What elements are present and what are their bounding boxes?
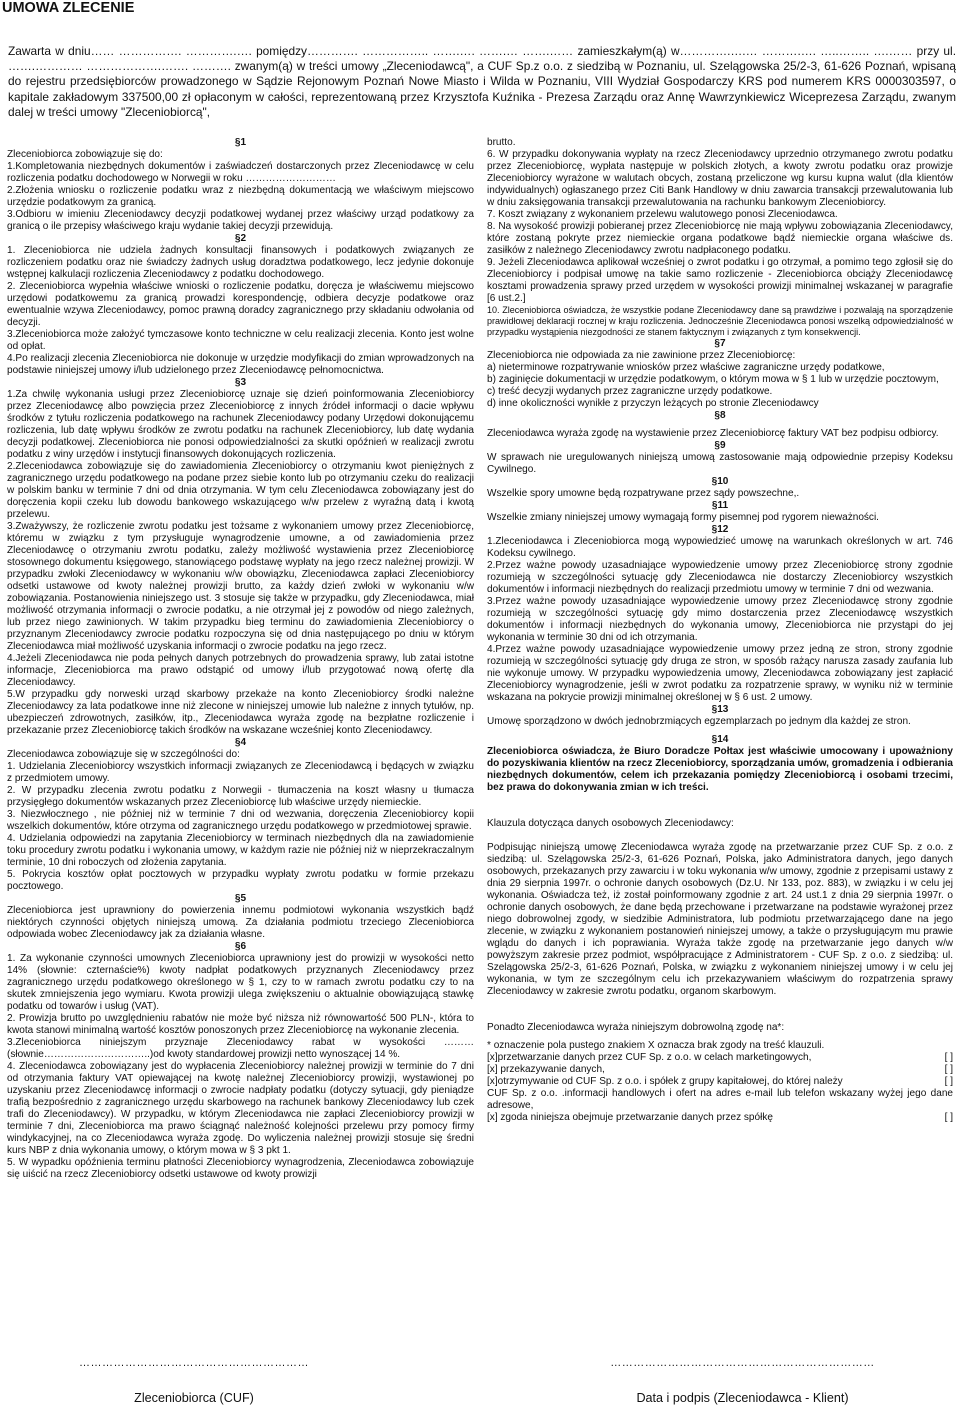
document-title: UMOWA ZLECENIE [2,0,135,16]
consent-text: [x]otrzymywanie od CUF Sp. z o.o. i spółek z grupy kapitałowej, do której należy [487,1076,843,1087]
clause-paragraph: 1. Zleceniobiorca nie udziela żadnych konsultacji finansowych i podatkowych związanych ze rozliczeniem podatku oraz nie świadczy żadnych usług doradztwa podatkowego, lecz jedynie dokonuje wstępnej kalkulacji rozliczenia Zleceniodawcy z podatku dochodowego. [7,245,474,280]
clause-paragraph: Zleceniobiorca jest uprawniony do powierzenia innemu podmiotowi wykonania wszystkich bądź niektórych czynności objętych niniejszą umową. Za działania podmiotu trzeciego Zleceniobiorca odpowiada wobec Zleceniodawcy jak za działania własne. [7,905,474,940]
clause-paragraph: 3.Zleceniobiorca może założyć tymczasowe konto techniczne w celu realizacji zlecenia. Konto jest wolne od opłat. [7,329,474,352]
spacer [487,794,953,806]
consent-row [487,1052,953,1064]
signature-label: Zleceniobiorca (CUF) [134,1391,254,1405]
clause-paragraph: Zleceniobiorca nie odpowiada za nie zawinione przez Zleceniobiorcę: [487,350,796,361]
clause-paragraph: 6. W przypadku dokonywania wypłaty na rzecz Zleceniodawcy uprzednio otrzymanego zwrotu podatku przez Zleceniobiorcę, wypłata następuje w polskich złotych, a kwoty zwrotu podatku oraz prowizje Zleceniobiorcy wyrażone w walutach obcych, zostaną przeliczone wg kursu kupna walut (dla klientów indywidualnych) ogłaszanego przez Citi Bank Handlowy w dniu zawarcia transakcji przewalutowania lub w dniu zaksięgowania transakcji przewalutowania na rachunku bankowym Zleceniobiorcy. [487,149,953,208]
clause-paragraph: Ponadto Zleceniodawca wyraża niniejszym dobrowolną zgodę na*: [487,1022,785,1033]
clause-paragraph: Zleceniobiorca oświadcza, że Biuro Doradcze Połtax jest właściwie umocowany i upoważniony do pozyskiwania klientów na rzecz Zleceniobiorcy, sporządzania umów, gromadzenia i odbierania niezbędnych dokumentów, celem ich przekazania pomiędzy Zleceniobiorcą i osobami trzecimi, bez prawa do dokonywania zmian w ich treści. [487,746,953,793]
consent-checkbox[interactable]: [ ] [944,1076,953,1087]
clause-paragraph: 2.Zleceniodawca zobowiązuje się do zawiadomienia Zleceniobiorcy o otrzymaniu kwot pieniężnych z zagranicznego urzędu podatkowego na podane przez siebie konto lub po otrzymaniu czeku do realizacji w polskim banku w terminie 7 dni od dnia otrzymania. W tym celu Zleceniodawca zobowiązany jest do doręczenia kopii czeku lub dowodu bankowego wskazującego w/w przelew z wyraźną datą i kwotą przelewu. [7,461,474,520]
clause-paragraph: Zleceniodawca wyraża zgodę na wystawienie przez Zleceniobiorcę faktury VAT bez podpisu odbiorcy. [487,428,939,439]
consent-text: [x] zgoda niniejsza obejmuje przetwarzanie danych przez spółkę [487,1112,773,1123]
signature-line: …………………………………………………………… [610,1357,875,1369]
section-number: §3 [234,377,247,388]
consent-checkbox[interactable]: [ ] [944,1112,953,1123]
section-number: §11 [711,500,729,511]
clause-paragraph: 7. Koszt związany z wykonaniem przelewu walutowego ponosi Zleceniodawca. [487,209,838,220]
clause-paragraph: 8. Na wysokość prowizji pobieranej przez Zleceniobiorcę nie mają wpływu zobowiązania Zleceniodawcy, które zostaną pokryte przez niemieckie organa podatkowe bądź niemieckie organa właściwe ds. zasiłków z należnego Zleceniodawcy zwrotu nadpłaconego podatku. [487,221,953,256]
clause-paragraph: 2.Przez ważne powody uzasadniające wypowiedzenie umowy przez Zleceniobiorcę strony zgodnie rozumieją w szczególności sytuację gdy Zleceniodawca nie dostarczy Zleceniobiorcy wszystkich dokumentów i informacji niezbędnych do realizacji przedmiotu umowy w terminie 7 dni od wezwania. [487,560,953,595]
section-number: §9 [714,440,726,451]
clause-paragraph: 4.Przez ważne powody uzasadniające wypowiedzenie umowy przez jedną ze stron, strony zgodnie rozumieją w szczególności sytuację gdy druga ze stron, w sposób rażący narusza zasady zaufania lub nie wykonuje umowy. W przypadku wypowiedzenia umowy, Zleceniodawca zobowiązany jest zapłacić Zleceniobiorcy wynagrodzenie, jeśli w zwrot podatku za rozpatrzenie sprawy, w wyniku niż w terminie wskazana na pokrycie prowizji minimalnej określonej w § 6 ust. 2 umowy. [487,644,953,703]
clause-paragraph: 2. Prowizja brutto po uwzględnieniu rabatów nie może być niższa niż równowartość 500 PLN-, która to kwota stanowi minimalną wartość kosztów ponoszonych przez Zleceniobiorcę na wykonanie zlecenia. [7,1013,474,1036]
consent-text: [x] przekazywanie danych, [487,1064,605,1075]
consent-checkbox[interactable]: [ ] [944,1064,953,1075]
consent-text: [x]przetwarzanie danych przez CUF Sp. z o.o. w celach marketingowych, [487,1052,812,1063]
consent-row [487,1112,953,1124]
clause-paragraph: b) zaginięcie dokumentacji w urzędzie podatkowym, o którym mowa w § 1 lub w urzędzie pocztowym, [487,374,939,385]
clause-paragraph: 5. W wypadku opóźnienia terminu płatności Zleceniobiorcy wynagrodzenia, Zleceniodawca zobowiązuje się uiścić na rzecz Zleceniobiorcy odsetki ustawowe od kwoty prowizji [7,1157,474,1180]
section-number: §1 [234,137,247,148]
clause-paragraph: Podpisując niniejszą umowę Zleceniodawca wyraża zgodę na przetwarzanie przez CUF Sp. z o.o. z siedzibą: ul. Szelągowska 25/2-3, 61-626 Poznań, Polska, jako Administratora danych, jego danych osobowych, przekazanych przy zawarciu i w toku wykonania w/w umowy, zgodnie z przepisami ustawy z dnia 29 sierpnia 1997r. o ochronie danych osobowych (Dz.U. Nr 133, poz. 883), w związku i w celu jej wykonania. Oświadcza też, iż został poinformowany zgodnie z art. 24 ust.1 z dnia 29 sierpnia 1997r. o ochronie danych osobowych, że dane będą przechowane i przetwarzane na podstawie wyrażonej przez niego dobrowolnej zgody, w siedzibie Administratora, lub podmiotu przetwarzającego dane na jego zlecenie, w związku z wykonaniem postanowień niniejszej umowy, a także o przysługującym mu prawie wglądu do danych i ich poprawiania. Wyraża także zgodę na przetwarzanie jego danych w/w powyższym zakresie przez podmiot, współpracujące z Administratorem - CUF Sp. z o.o. z siedzibą: ul. Szelągowska 25/2-3, 61-626 Poznań, Polska, w związku z wykonaniem niniejszej umowy i w celu jej wykonania, w tym ze szczególnym celu ich przekazywaniem właściwym do rozpatrzenia sprawy Zleceniodawcy w zakresie zwrotu podatku, organom skarbowym. [487,842,953,997]
clause-paragraph: 2.Złożenia wniosku o rozliczenie podatku wraz z niezbędną dokumentacją we właściwym miejscowo urzędzie podatkowym za granicą. [7,185,474,208]
clause-paragraph: * oznaczenie pola pustego znakiem X oznacza brak zgody na treść klauzuli. [487,1040,825,1051]
clause-paragraph: 2. W przypadku zlecenia zwrotu podatku z Norwegii - tłumaczenia na koszt własny u tłumacza przysięgłego dokumentów wskazanych przez Zleceniobiorcę lub właściwe urzędy niemieckie. [7,785,474,808]
clause-paragraph: 5. Pokrycia kosztów opłat pocztowych w przypadku wypłaty zwrotu podatku w formie przekazu pocztowego. [7,869,474,892]
section-number: §10 [711,476,729,487]
spacer [487,998,953,1010]
section-number: §7 [714,338,726,349]
clause-paragraph: Zleceniobiorca zobowiązuje się do: [7,149,163,160]
section-number: §5 [234,893,247,904]
clause-paragraph: 3.Zważywszy, że rozliczenie zwrotu podatku jest tożsame z wykonaniem umowy przez Zleceniobiorcę, któremu w związku z tym przysługuje wynagrodzenie umowne, a od zawiadomienia przez Zleceniodawcę o otrzymaniu zwrotu podatku, zależy możliwość wystawienia przez Zleceniobiorcę stosownego dokumentu księgowego, stanowiącego podstawę wypłaty na jego rzecz należnej prowizji. W przypadku zwłoki Zleceniodawcy w wykonaniu w/w obowiązku, Zleceniodawca zapłaci Zleceniobiorcy odsetki ustawowe od kwoty należnej prowizji brutto, za każdy dzień zwłoki w wykonaniu w/w zobowiązania. Postanowienia niniejszego ust. 3 stosuje się także w przypadku, gdy Zleceniodawca, miał możliwość otrzymania informacji o zwrocie podatku, a nie otrzymał jej z powodów od niego zależnych, lub przez niego zawinionych. W takim przypadku bieg terminu do zawiadomienia Zleceniobiorcy o przyznanym Zleceniodawcy zwrocie podatku rozpoczyna się od dnia następującego po dniu w którym Zleceniodawca miał możliwość uzyskania informacji o zwrocie podatku na jego rzecz. [7,521,474,652]
right-column [487,137,953,1124]
clause-paragraph: W sprawach nie uregulowanych niniejszą umową zastosowanie mają odpowiednie przepisy Kodeksu Cywilnego. [487,452,953,475]
clause-paragraph: 3.Odbioru w imieniu Zleceniodawcy decyzji podatkowej wydanej przez właściwy urząd podatkowy za granicą o ile przepisy właściwego kraju wydanie takiej decyzji przewidują. [7,209,474,232]
clause-paragraph: 3. Niezwłocznego , nie później niż w terminie 7 dni od wezwania, doręczenia Zleceniobiorcy kopii wszelkich dokumentów, które otrzyma od zagranicznego urzędu podatkowego w przedmiotowej sprawie. [7,809,474,832]
section-number: §8 [714,410,726,421]
contract-intro: Zawarta w dniu…… ……………. ………….…. pomiędzy…………. …………….. …….…. …….… …….…… zamieszkałym(ą) w………….….… ……….…. …..…….. ….…… przy ul. …….………… ……………….……. ………. zwanym(ą) w treści umowy „Zleceniodawcą", a CUF Sp.z o.o. z siedzibą w Poznaniu, ul. Szelągowska 25/2-3, 61-626 Poznań, wpisaną do rejestru przedsiębiorców prowadzonego w Sądzie Rejonowym Poznań Nowe Miasto i Wilda w Poznaniu, VIII Wydział Gospodarczy KRS pod numerem KRS 0000303597, o kapitale zakładowym 337500,00 zł opłaconym w całości, reprezentowaną przez Krzysztofa Kuźnika - Prezesa Zarządu oraz Annę Wawrzynkiewicz Wiceprezesa Zarządu, zwanym dalej w treści umowy "Zleceniobiorcą", [8,44,956,119]
clause-paragraph: 4. Udzielania odpowiedzi na zapytania Zleceniobiorcy w terminach niezbędnych dla na zawiadomienie toku procedury zwrotu podatku i wykonania umowy, w każdym razie nie później niż w nieprzekraczalnym terminie, 10 dni roboczych od złożenia zapytania. [7,833,474,868]
signature-line: …………………………………………………… [79,1357,309,1369]
clause-paragraph: 5.W przypadku gdy norweski urząd skarbowy przekaże na konto Zleceniobiorcy środki należne Zleceniodawcy za lata podatkowe inne niż zlecone w niniejszej umowie lub należne z innych tytułów, np. ubezpieczeń zdrowotnych, zasiłków, itp., Zleceniodawca wyraża zgodę na bezpłatne rozliczenie i przekazanie przez Zleceniobiorcę takich środków na wskazane wcześniej konto Zleceniodawcy. [7,689,474,736]
signature-client [530,1357,955,1405]
clause-paragraph: 1.Zleceniodawca i Zleceniobiorca mogą wypowiedzieć umowę na warunkach określonych w art. 746 Kodeksu cywilnego. [487,536,953,559]
section-number: §12 [711,524,729,535]
clause-paragraph: c) treść decyzji wydanych przez zagraniczne urzędy podatkowe. [487,386,773,397]
clause-paragraph: d) inne okoliczności wynikłe z przyczyn leżących po stronie Zleceniodawcy [487,398,819,409]
signature-label: Data i podpis (Zleceniodawca - Klient) [636,1391,849,1405]
spacer [487,830,953,842]
clause-paragraph: Umowę sporządzono w dwóch jednobrzmiących egzemplarzach po jednym dla każdej ze stron. [487,716,911,727]
clause-paragraph: 9. Jeżeli Zleceniodawca aplikował wcześniej o zwrot podatku i go otrzymał, a pomimo tego zgłosił się do Zleceniobiorcy i podpisał umowę na takie samo rozliczenie - Zleceniobiorca obciąży Zleceniodawcę kosztami prowadzenia sprawy przed urzędem w wysokości prowizji minimalnej wskazanej w paragrafie [6 ust.2.] [487,257,953,304]
clause-paragraph: CUF Sp. z o.o. .informacji handlowych i ofert na adres e-mail lub telefon wskazany wyżej jego dane adresowe, [487,1088,953,1111]
clause-paragraph: 4.Jeżeli Zleceniodawca nie poda pełnych danych potrzebnych do prowadzenia sprawy, lub zatai istotne informacje, Zleceniobiorca ma prawo odstąpić od umowy i/lub przygotować nową ofertę dla Zleceniodawcy. [7,653,474,688]
clause-paragraph: 1.Kompletowania niezbędnych dokumentów i zaświadczeń dostarczonych przez Zleceniodawcę w celu rozliczenia podatku dochodowego w Norwegii w roku ……………………… [7,161,474,184]
signature-contractor [4,1357,384,1405]
spacer [487,1010,953,1022]
consent-checkbox[interactable]: [ ] [944,1052,953,1063]
clause-paragraph: 10. Zleceniobiorca oświadcza, że wszystkie podane Zleceniodawcy dane są prawdziwe i pozwalają na sporządzenie prawidłowej deklaracji rocznej w kraju rozliczenia. Jednocześnie Zleceniodawca ponosi wszelką odpowiedzialność w przypadku wystąpienia niezgodności ze stanem faktycznym i związanych z tym konsekwencji. [487,305,953,337]
section-number: §14 [711,734,729,745]
clause-paragraph: 4.Po realizacji zlecenia Zleceniobiorca nie dokonuje w urzędzie modyfikacji do zmian wprowadzonych na podstawie niniejszej umowy i/lub udzielonego przez Zleceniodawcę pełnomocnictwa. [7,353,474,376]
clause-paragraph: 1. Za wykonanie czynności umownych Zleceniobiorca uprawniony jest do prowizji w wysokości netto 14% (słownie: czternaście%) kwoty nadpłat podatkowych przyznanych Zleceniodawcy przez zagranicznego urzędu podatkowego określonego w § 1, czy to w ramach zwrotu podatku czy to na skutek zmniejszenia jego wymiaru. Kwota prowizji ulega zwiększeniu o aktualnie obowiązującą stawkę podatku od towarów i usług (VAT). [7,953,474,1012]
spacer [487,806,953,818]
clause-paragraph: Wszelkie zmiany niniejszej umowy wymagają formy pisemnej pod rygorem nieważności. [487,512,879,523]
section-number: §4 [234,737,247,748]
clause-paragraph: Wszelkie spory umowne będą rozpatrywane przez sądy powszechne,. [487,488,800,499]
left-column [7,137,474,1181]
section-number: §6 [234,941,247,952]
clause-paragraph: brutto. [487,137,516,148]
clause-paragraph: 3.Przez ważne powody uzasadniające wypowiedzenie umowy przez Zleceniodawcę strony zgodnie rozumieją w szczególności sytuację gdy mimo dostarczenia przez Zleceniodawcę wszystkich dokumentów i informacji niezbędnych do wykonania umowy, Zleceniobiorca nie przystąpi do jej wykonania w terminie 30 dni od ich otrzymania. [487,596,953,643]
section-number: §13 [711,704,729,715]
clause-paragraph: 4. Zleceniodawca zobowiązany jest do wypłacenia Zleceniobiorcy należnej prowizji w terminie do 7 dni od otrzymania faktury VAT opiewającej na kwotę należnej Zleceniobiorcy prowizji, wystawionej po uzyskaniu przez Zleceniodawcę informacji o zwrocie nadpłaty podatku (dotyczy sytuacji, gdy pieniądze trafią bezpośrednio z zagranicznego urzędu skarbowego na rachunek bankowy Zleceniodawcy lub czek trafi do Zleceniodawcy). W przypadku, w którym Zleceniodawca nie zapłaci Zleceniobiorcy prowizji w terminie 7 dni, Zleceniobiorca ma prawo ściągnąć należność kolejności przelewu przy pomocy firmy windykacyjnej, na co Zleceniodawca wyraża zgodę. Do wyliczenia należnej prowizji stosuje się średni kurs NBP z dnia wykonania umowy, o którym mowa w § 3 pkt 1. [7,1061,474,1156]
clause-paragraph: 3.Zleceniobiorca niniejszym przyznaje Zleceniodawcy rabat w wysokości ………(słownie…………………………..)od kwoty standardowej prowizji netto wynoszącej 14 %. [7,1037,474,1060]
consent-row [487,1064,953,1076]
section-number: §2 [234,233,247,244]
clause-paragraph: 1. Udzielania Zleceniobiorcy wszystkich informacji związanych ze Zleceniodawcą i będących w związku z przedmiotem umowy. [7,761,474,784]
clause-paragraph: Klauzula dotycząca danych osobowych Zleceniodawcy: [487,818,734,829]
clause-paragraph: 1.Za chwilę wykonania usługi przez Zleceniobiorcę uznaje się dzień poinformowania Zleceniobiorcy przez Zleceniodawcę albo powzięcia przez Zleceniobiorcę z innych źródeł informacji o dacie wpływu środków z tytułu rozliczenia podatkowego na rachunek Zleceniodawcy podany Urzędowi dokonującemu rozliczenia, lub datę wpływu środków ze zwrotu podatku na rachunek Zleceniobiorcy, lub datę wydania decyzji podatkowej. Zleceniobiorca nie ponosi odpowiedzialności za skutki opóźnień w realizacji zwrotu podatku z winy urzędów i instytucji finansowych dokonujących rozliczenia. [7,389,474,460]
clause-paragraph: Zleceniodawca zobowiązuje się w szczególności do: [7,749,240,760]
clause-paragraph: a) nieterminowe rozpatrywanie wniosków przez właściwe zagraniczne urzędy podatkowe, [487,362,885,373]
clause-paragraph: 2. Zleceniobiorca wypełnia właściwe wnioski o rozliczenie podatku, doręcza je właściwemu miejscowo urzędowi podatkowemu za granicą prowadzi korespondencję, odbiera decyzje podatkowe oraz ewentualnie wzywa Zleceniodawcy, pomoc prawną doradcy zagranicznego przy składaniu odwołania od decyzji. [7,281,474,328]
consent-row [487,1076,953,1088]
